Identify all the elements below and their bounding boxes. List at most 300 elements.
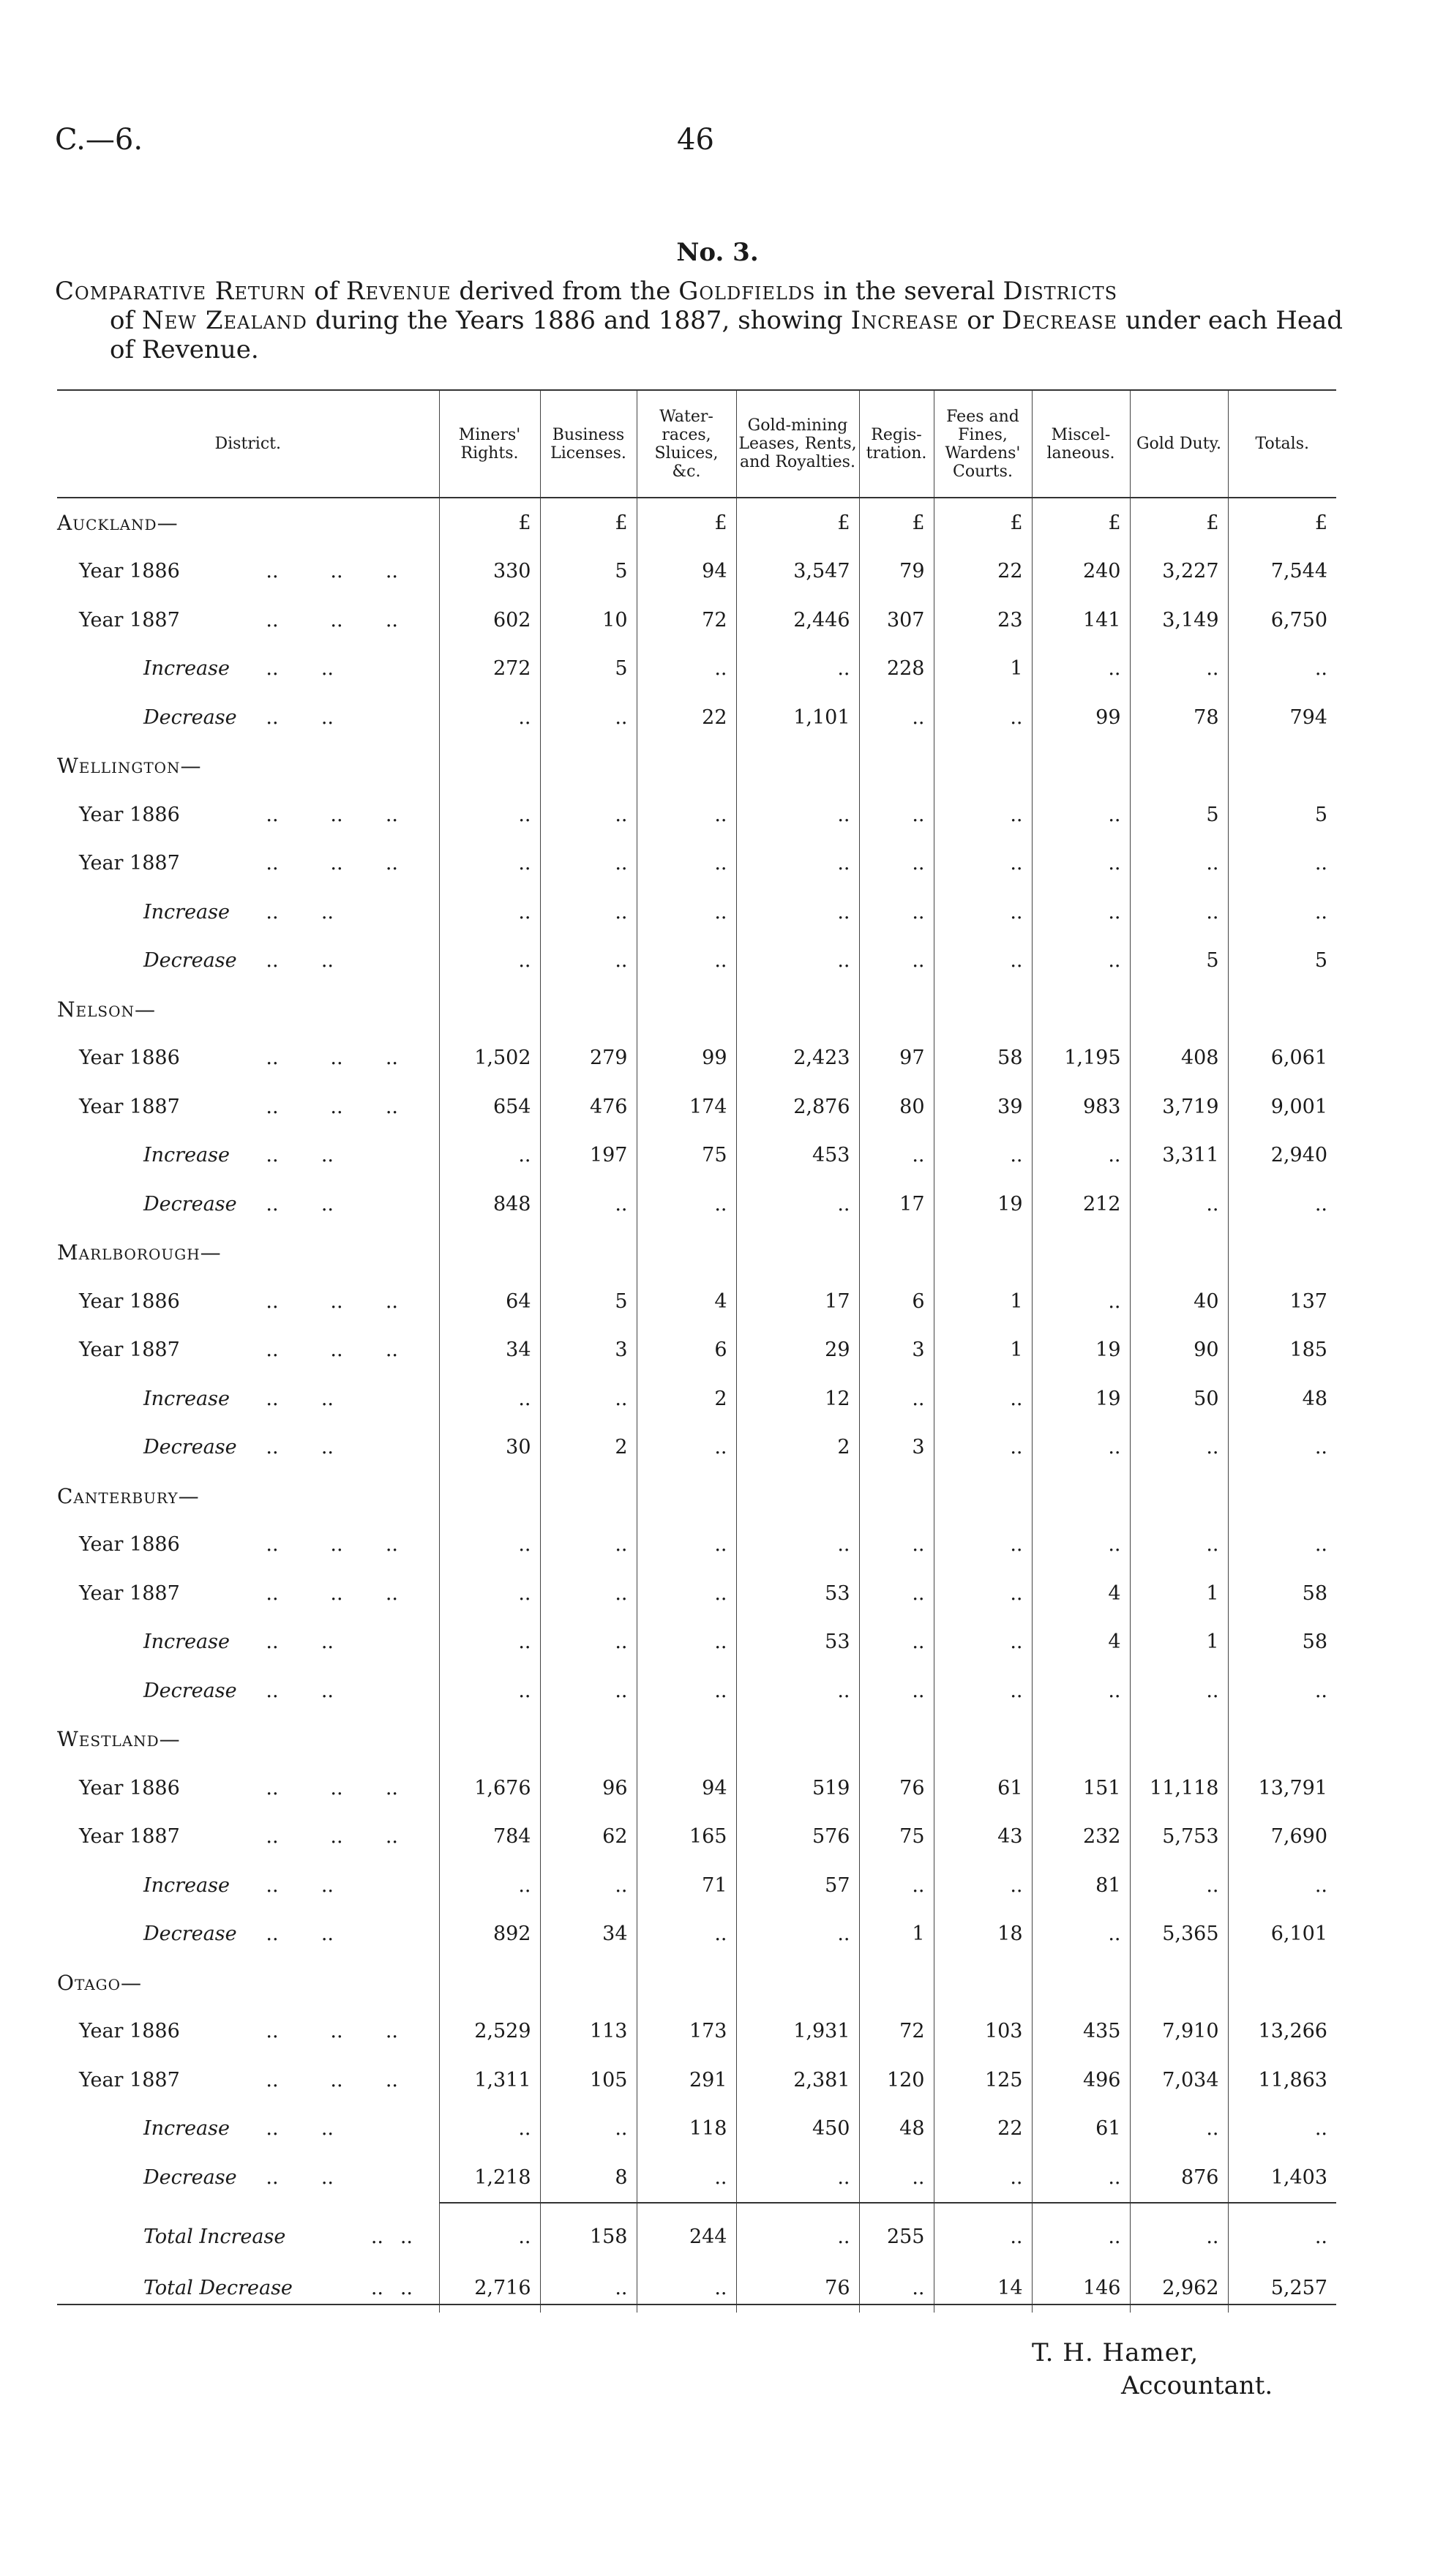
table-cell: ..	[439, 888, 540, 937]
table-cell: 120	[859, 2056, 934, 2105]
row-label-cell	[57, 1423, 439, 1472]
table-cell: 1,502	[439, 1034, 540, 1083]
table-cell	[1228, 1472, 1336, 1521]
table-cell	[439, 498, 540, 547]
table-cell: ..	[1130, 1180, 1228, 1229]
table-cell: ..	[540, 1569, 637, 1618]
revenue-table	[57, 389, 1336, 2313]
table-cell	[637, 498, 736, 547]
table-cell: ..	[859, 1521, 934, 1570]
table-cell	[439, 1958, 540, 2007]
table-cell: 2,876	[736, 1082, 859, 1131]
table-cell: 602	[439, 596, 540, 645]
leader-dots: ..	[266, 1144, 279, 1167]
district-name-cell	[57, 1958, 439, 2007]
district-name-cell	[57, 498, 439, 547]
row-label: Decrease	[143, 1679, 237, 1702]
caption-part: Increase	[850, 306, 959, 335]
row-label-cell	[57, 839, 439, 888]
leader-dots: ..	[330, 1095, 343, 1118]
currency-symbol: £	[714, 511, 727, 534]
col-header-totals: Totals.	[1228, 390, 1336, 498]
table-row	[57, 839, 1336, 888]
table-cell: ..	[859, 1131, 934, 1180]
col-header-business-licenses: Business Licenses.	[540, 390, 637, 498]
table-cell: ..	[736, 1180, 859, 1229]
row-label-cell	[57, 596, 439, 645]
table-cell: ..	[1032, 1521, 1130, 1570]
district-heading-row	[57, 498, 1336, 547]
district-heading-row	[57, 985, 1336, 1034]
table-cell: 232	[1032, 1813, 1130, 1862]
table-cell: 1,676	[439, 1764, 540, 1813]
table-cell	[1130, 1715, 1228, 1764]
table-cell: 272	[439, 645, 540, 694]
table-cell: ..	[439, 790, 540, 839]
table-cell	[859, 498, 934, 547]
table-cell: 39	[934, 1082, 1032, 1131]
table-cell: 165	[637, 1813, 736, 1862]
table-cell: ..	[859, 1666, 934, 1715]
table-cell: ..	[1032, 2153, 1130, 2203]
table-cell	[1228, 1958, 1336, 2007]
table-cell: 519	[736, 1764, 859, 1813]
table-cell: ..	[540, 839, 637, 888]
table-cell: 58	[1228, 1618, 1336, 1667]
district-name-cell	[57, 1715, 439, 1764]
table-cell: ..	[540, 1618, 637, 1667]
table-cell	[934, 498, 1032, 547]
table-cell: 103	[934, 2007, 1032, 2056]
table-cell: 48	[1228, 1374, 1336, 1423]
leader-dots: ..	[321, 1922, 334, 1946]
table-cell: ..	[1228, 2203, 1336, 2264]
table-cell: 3,719	[1130, 1082, 1228, 1131]
table-cell: 5	[1228, 937, 1336, 986]
table-cell: ..	[439, 1374, 540, 1423]
leader-dots: ..	[370, 2225, 383, 2248]
table-cell: ..	[736, 790, 859, 839]
table-cell	[859, 1229, 934, 1278]
table-cell	[439, 1229, 540, 1278]
currency-symbol: £	[1314, 511, 1327, 534]
table-cell: ..	[540, 693, 637, 742]
table-cell: 848	[439, 1180, 540, 1229]
table-caption	[55, 277, 1343, 364]
table-cell: 8	[540, 2153, 637, 2203]
leader-dots: ..	[266, 1289, 279, 1313]
leader-dots: ..	[321, 949, 334, 973]
table-cell: 19	[1032, 1326, 1130, 1375]
table-cell	[859, 985, 934, 1034]
table-cell: 113	[540, 2007, 637, 2056]
table-cell: 3,547	[736, 547, 859, 596]
table-cell: 75	[637, 1131, 736, 1180]
table-row	[57, 1131, 1336, 1180]
table-cell: 279	[540, 1034, 637, 1083]
table-cell: 1,403	[1228, 2153, 1336, 2203]
table-cell: 6	[859, 1277, 934, 1326]
leader-dots: ..	[266, 1922, 279, 1946]
table-cell	[1130, 498, 1228, 547]
table-cell: 22	[637, 693, 736, 742]
leader-dots: ..	[400, 2277, 413, 2300]
leader-dots: ..	[321, 705, 334, 729]
table-cell	[1130, 1958, 1228, 2007]
table-cell: 19	[934, 1180, 1032, 1229]
table-cell: ..	[1228, 1423, 1336, 1472]
district-heading-row	[57, 742, 1336, 791]
table-row	[57, 2153, 1336, 2203]
table-cell: ..	[439, 1131, 540, 1180]
caption-part: Comparative Return	[55, 277, 307, 306]
table-cell: 408	[1130, 1034, 1228, 1083]
signatory-role: Accountant.	[1121, 2371, 1273, 2400]
table-cell: 185	[1228, 1326, 1336, 1375]
row-label: Increase	[143, 1144, 230, 1167]
table-cell: ..	[934, 888, 1032, 937]
district-name-cell	[57, 742, 439, 791]
table-row	[57, 2056, 1336, 2105]
caption-part: of	[314, 277, 339, 306]
table-cell	[637, 1229, 736, 1278]
table-cell: ..	[637, 1910, 736, 1959]
table-cell	[637, 1715, 736, 1764]
table-row	[57, 1618, 1336, 1667]
table-row	[57, 1374, 1336, 1423]
table-cell: ..	[1228, 1666, 1336, 1715]
table-cell: 255	[859, 2203, 934, 2264]
row-label-cell	[57, 1764, 439, 1813]
table-cell: ..	[540, 1180, 637, 1229]
table-cell: 450	[736, 2105, 859, 2154]
table-cell: ..	[1228, 1521, 1336, 1570]
table-cell	[540, 1958, 637, 2007]
table-cell: ..	[1032, 645, 1130, 694]
district-name-cell	[57, 1472, 439, 1521]
table-cell: 118	[637, 2105, 736, 2154]
table-cell: 983	[1032, 1082, 1130, 1131]
leader-dots: ..	[266, 852, 279, 875]
table-cell	[934, 1958, 1032, 2007]
table-cell	[439, 1472, 540, 1521]
row-label-cell	[57, 1618, 439, 1667]
leader-dots: ..	[385, 1825, 398, 1849]
table-cell: 2	[637, 1374, 736, 1423]
leader-dots: ..	[266, 1533, 279, 1557]
table-row	[57, 1034, 1336, 1083]
table-cell: 3	[540, 1326, 637, 1375]
leader-dots: ..	[266, 900, 279, 924]
table-cell: 6,101	[1228, 1910, 1336, 1959]
leader-dots: ..	[385, 608, 398, 632]
leader-dots: ..	[266, 1095, 279, 1118]
table-cell: ..	[637, 1666, 736, 1715]
leader-dots: ..	[385, 1338, 398, 1362]
table-row	[57, 937, 1336, 986]
total-row	[57, 2264, 1336, 2313]
caption-part: under each Head of Revenue.	[110, 306, 1344, 364]
table-cell: 7,034	[1130, 2056, 1228, 2105]
leader-dots: ..	[266, 1679, 279, 1702]
leader-dots: ..	[385, 1289, 398, 1313]
leader-dots: ..	[266, 2020, 279, 2043]
row-label: Year 1886	[79, 560, 180, 583]
table-cell: 244	[637, 2203, 736, 2264]
table-row	[57, 1423, 1336, 1472]
currency-symbol: £	[1108, 511, 1121, 534]
row-label: Year 1887	[79, 1825, 180, 1849]
table-row	[57, 1861, 1336, 1910]
table-cell: ..	[736, 1666, 859, 1715]
district-name: Auckland—	[57, 510, 179, 535]
table-cell	[1032, 1958, 1130, 2007]
table-cell: 1	[934, 1277, 1032, 1326]
table-cell: 892	[439, 1910, 540, 1959]
table-cell: 5	[540, 645, 637, 694]
leader-dots: ..	[385, 1776, 398, 1800]
table-cell: 5,753	[1130, 1813, 1228, 1862]
table-cell: ..	[1130, 1521, 1228, 1570]
row-label-cell	[57, 790, 439, 839]
table-cell	[1228, 985, 1336, 1034]
currency-symbol: £	[1206, 511, 1219, 534]
leader-dots: ..	[266, 2117, 279, 2141]
currency-symbol: £	[837, 511, 850, 534]
table-cell	[540, 742, 637, 791]
col-header-registration: Regis-tration.	[859, 390, 934, 498]
table-row	[57, 596, 1336, 645]
table-cell: 23	[934, 596, 1032, 645]
table-cell: ..	[637, 2153, 736, 2203]
table-cell: 1,218	[439, 2153, 540, 2203]
row-label: Year 1886	[79, 1046, 180, 1070]
table-cell: 90	[1130, 1326, 1228, 1375]
row-label: Decrease	[143, 705, 237, 729]
leader-dots: ..	[266, 2166, 279, 2190]
table-cell: 105	[540, 2056, 637, 2105]
table-cell: 22	[934, 547, 1032, 596]
caption-part: in the several	[823, 277, 995, 306]
table-cell: 81	[1032, 1861, 1130, 1910]
table-cell: ..	[1228, 839, 1336, 888]
table-cell: 61	[934, 1764, 1032, 1813]
table-cell	[1032, 1715, 1130, 1764]
col-header-district: District.	[57, 390, 439, 498]
table-cell	[1130, 1472, 1228, 1521]
leader-dots: ..	[266, 1630, 279, 1654]
table-cell	[1228, 498, 1336, 547]
table-cell: ..	[859, 1618, 934, 1667]
table-cell: 291	[637, 2056, 736, 2105]
row-label: Year 1887	[79, 608, 180, 632]
table-cell: 57	[736, 1861, 859, 1910]
table-cell: 6,750	[1228, 596, 1336, 645]
row-label: Decrease	[143, 1192, 237, 1216]
table-cell: 476	[540, 1082, 637, 1131]
table-cell: ..	[934, 1666, 1032, 1715]
row-label: Increase	[143, 1630, 230, 1654]
caption-part: or	[967, 306, 994, 335]
table-cell: ..	[637, 1423, 736, 1472]
table-cell: ..	[859, 1569, 934, 1618]
table-cell: 1,101	[736, 693, 859, 742]
table-cell: ..	[439, 2105, 540, 2154]
table-cell: ..	[1130, 1861, 1228, 1910]
table-cell: ..	[439, 839, 540, 888]
table-cell	[637, 1958, 736, 2007]
district-name: Wellington—	[57, 754, 202, 779]
leader-dots: ..	[321, 900, 334, 924]
table-cell: ..	[736, 1521, 859, 1570]
row-label-cell	[57, 2056, 439, 2105]
table-cell: 212	[1032, 1180, 1130, 1229]
table-cell: 654	[439, 1082, 540, 1131]
table-cell: 2,962	[1130, 2264, 1228, 2313]
table-row	[57, 645, 1336, 694]
leader-dots: ..	[321, 1436, 334, 1459]
table-cell: ..	[1130, 839, 1228, 888]
leader-dots: ..	[266, 1338, 279, 1362]
table-cell: ..	[736, 1910, 859, 1959]
row-label-cell	[57, 1131, 439, 1180]
row-label-cell	[57, 2007, 439, 2056]
table-cell: 197	[540, 1131, 637, 1180]
table-cell: ..	[934, 2203, 1032, 2264]
row-label: Decrease	[143, 1922, 237, 1946]
table-cell: 794	[1228, 693, 1336, 742]
table-cell: ..	[1228, 1861, 1336, 1910]
table-row	[57, 1910, 1336, 1959]
row-label: Year 1887	[79, 1581, 180, 1605]
district-heading-row	[57, 1229, 1336, 1278]
table-cell: 58	[1228, 1569, 1336, 1618]
leader-dots: ..	[385, 2068, 398, 2092]
table-cell: ..	[637, 1180, 736, 1229]
table-cell: 228	[859, 645, 934, 694]
table-cell: 2	[736, 1423, 859, 1472]
table-cell: ..	[736, 2203, 859, 2264]
table-cell: 34	[540, 1910, 637, 1959]
table-cell: ..	[637, 2264, 736, 2313]
table-cell: 94	[637, 1764, 736, 1813]
table-cell: 18	[934, 1910, 1032, 1959]
district-name: Westland—	[57, 1727, 181, 1752]
table-cell	[934, 742, 1032, 791]
table-cell	[934, 1715, 1032, 1764]
row-label-cell	[57, 2203, 439, 2264]
table-cell: ..	[540, 1374, 637, 1423]
table-cell	[439, 985, 540, 1034]
leader-dots: ..	[266, 560, 279, 583]
document-series-code: C.—6.	[55, 123, 143, 157]
table-cell: 173	[637, 2007, 736, 2056]
table-cell: 6	[637, 1326, 736, 1375]
leader-dots: ..	[330, 1046, 343, 1070]
table-cell: 50	[1130, 1374, 1228, 1423]
table-cell: ..	[439, 1569, 540, 1618]
table-cell	[736, 1715, 859, 1764]
table-cell	[1032, 1229, 1130, 1278]
row-label: Increase	[143, 657, 230, 681]
leader-dots: ..	[385, 560, 398, 583]
table-cell: 17	[859, 1180, 934, 1229]
row-label-cell	[57, 1180, 439, 1229]
row-label: Year 1887	[79, 2068, 180, 2092]
table-cell: 53	[736, 1618, 859, 1667]
row-label-cell	[57, 2105, 439, 2154]
table-cell	[934, 985, 1032, 1034]
table-cell: 5	[540, 1277, 637, 1326]
leader-dots: ..	[266, 1192, 279, 1216]
table-row	[57, 2105, 1336, 2154]
table-cell	[540, 985, 637, 1034]
leader-dots: ..	[330, 1581, 343, 1605]
table-cell: 784	[439, 1813, 540, 1862]
table-row	[57, 888, 1336, 937]
col-header-fees-fines: Fees and Fines, Wardens' Courts.	[934, 390, 1032, 498]
table-cell: 2,716	[439, 2264, 540, 2313]
row-label: Decrease	[143, 949, 237, 973]
district-name: Canterbury—	[57, 1483, 200, 1508]
caption-part: Revenue	[345, 277, 452, 306]
district-name-cell	[57, 1229, 439, 1278]
table-cell: ..	[1228, 1180, 1336, 1229]
table-cell: ..	[540, 888, 637, 937]
table-row	[57, 1326, 1336, 1375]
table-cell: ..	[859, 1374, 934, 1423]
table-cell	[736, 1472, 859, 1521]
table-cell: 1	[859, 1910, 934, 1959]
leader-dots: ..	[266, 1046, 279, 1070]
table-cell: 3,227	[1130, 547, 1228, 596]
table-cell: 58	[934, 1034, 1032, 1083]
table-cell: 48	[859, 2105, 934, 2154]
table-cell: 80	[859, 1082, 934, 1131]
table-cell: 17	[736, 1277, 859, 1326]
row-label: Increase	[143, 2117, 230, 2141]
table-cell: 5	[1228, 790, 1336, 839]
table-bottom-rule	[57, 2304, 1336, 2305]
table-cell: ..	[859, 937, 934, 986]
row-label: Total Increase	[143, 2225, 286, 2248]
row-label-cell	[57, 888, 439, 937]
table-cell: 2,381	[736, 2056, 859, 2105]
leader-dots: ..	[330, 2020, 343, 2043]
leader-dots: ..	[385, 1581, 398, 1605]
leader-dots: ..	[330, 1338, 343, 1362]
table-cell: ..	[1032, 937, 1130, 986]
row-label-cell	[57, 547, 439, 596]
caption-line-2	[55, 306, 1343, 364]
table-cell: ..	[1228, 2105, 1336, 2154]
leader-dots: ..	[321, 2166, 334, 2190]
table-row	[57, 1666, 1336, 1715]
table-cell: ..	[736, 937, 859, 986]
row-label: Year 1887	[79, 1095, 180, 1118]
table-cell	[934, 1472, 1032, 1521]
table-cell: 2,423	[736, 1034, 859, 1083]
table-cell: ..	[1032, 790, 1130, 839]
table-cell: 3,311	[1130, 1131, 1228, 1180]
table-cell: 11,118	[1130, 1764, 1228, 1813]
row-label-cell	[57, 1326, 439, 1375]
table-row	[57, 1521, 1336, 1570]
table-cell: 330	[439, 547, 540, 596]
col-header-miners-rights: Miners' Rights.	[439, 390, 540, 498]
row-label-cell	[57, 2264, 439, 2313]
table-cell: 2,940	[1228, 1131, 1336, 1180]
